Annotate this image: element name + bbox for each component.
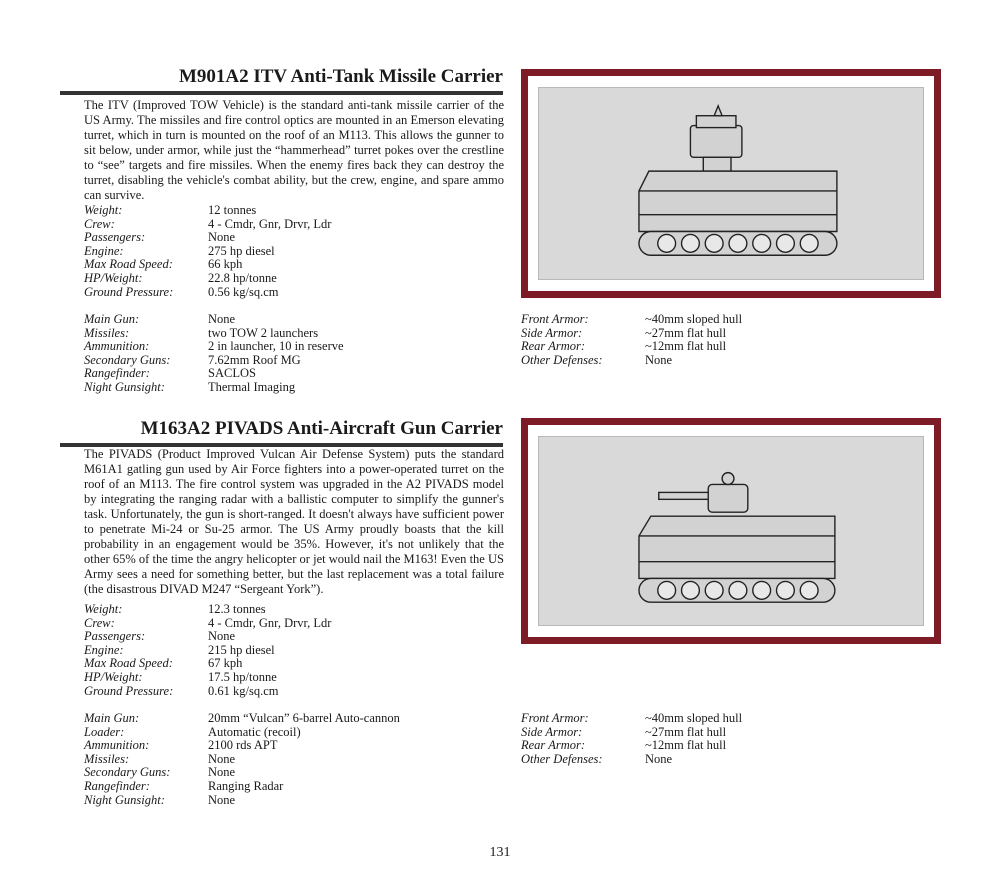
- spec-row: [84, 712, 400, 726]
- spec-value: 22.8 hp/tonne: [208, 270, 277, 285]
- spec-row: [84, 780, 400, 794]
- spec-list-general-m901a2: [84, 204, 331, 299]
- spec-value: 2100 rds APT: [208, 738, 278, 753]
- spec-value: 12 tonnes: [208, 203, 257, 217]
- section-title-m163a2: M163A2 PIVADS Anti-Aircraft Gun Carrier: [60, 418, 503, 447]
- spec-label: Other Defenses:: [521, 352, 603, 367]
- spec-row: [521, 313, 742, 327]
- spec-value: 12.3 tonnes: [208, 602, 266, 616]
- spec-row: [84, 327, 344, 341]
- spec-value: 4 - Cmdr, Gnr, Drvr, Ldr: [208, 615, 332, 630]
- spec-value: 275 hp diesel: [208, 243, 275, 258]
- spec-label: Side Armor:: [521, 724, 583, 739]
- spec-value: ~12mm flat hull: [645, 738, 727, 753]
- spec-row: [84, 657, 331, 671]
- spec-label: Main Gun:: [84, 312, 140, 326]
- spec-row: [84, 685, 331, 699]
- spec-row: [84, 313, 344, 327]
- spec-row: [521, 753, 742, 767]
- spec-row: [84, 630, 331, 644]
- spec-row: [84, 739, 400, 753]
- spec-label: Secondary Guns:: [84, 765, 171, 780]
- spec-label: HP/Weight:: [84, 669, 143, 684]
- spec-label: Engine:: [84, 642, 124, 657]
- spec-label: Rangefinder:: [84, 366, 150, 381]
- spec-label: Night Gunsight:: [84, 792, 165, 807]
- spec-label: Crew:: [84, 615, 115, 630]
- spec-label: Weight:: [84, 203, 123, 217]
- spec-row: [84, 753, 400, 767]
- spec-row: [84, 272, 331, 286]
- spec-label: Ground Pressure:: [84, 284, 174, 299]
- spec-value: two TOW 2 launchers: [208, 325, 319, 340]
- spec-row: [84, 354, 344, 368]
- spec-value: 66 kph: [208, 257, 243, 272]
- spec-row: [84, 340, 344, 354]
- vulcan-turret: [708, 484, 748, 512]
- spec-value: None: [645, 352, 673, 367]
- spec-label: Loader:: [84, 724, 125, 739]
- spec-row: [84, 766, 400, 780]
- spec-row: [84, 204, 331, 218]
- spec-label: Missiles:: [84, 325, 130, 340]
- spec-label: Crew:: [84, 216, 115, 231]
- spec-row: [84, 644, 331, 658]
- spec-row: [521, 354, 742, 368]
- m163a2-vehicle-drawing: [539, 437, 923, 625]
- spec-value: 2 in launcher, 10 in reserve: [208, 339, 344, 354]
- spec-label: Weight:: [84, 602, 123, 616]
- spec-row: [84, 617, 331, 631]
- spec-row: [521, 726, 742, 740]
- spec-list-weapons-m163a2: [84, 712, 400, 807]
- page-number: 131: [489, 845, 511, 860]
- spec-label: Passengers:: [84, 629, 146, 644]
- spec-label: Night Gunsight:: [84, 379, 165, 394]
- spec-label: Ground Pressure:: [84, 683, 174, 698]
- spec-value: Thermal Imaging: [208, 379, 296, 394]
- spec-row: [84, 245, 331, 259]
- spec-row: [521, 712, 742, 726]
- spec-list-general-m163a2: [84, 603, 331, 698]
- turret-sight: [714, 106, 722, 116]
- spec-row: [84, 231, 331, 245]
- spec-row: [84, 381, 344, 395]
- spec-value: None: [208, 751, 236, 766]
- spec-value: None: [208, 792, 236, 807]
- vehicle-illustration-frame-m163a2: [521, 418, 941, 644]
- spec-value: Automatic (recoil): [208, 724, 301, 739]
- turret-hammerhead: [696, 116, 736, 128]
- spec-label: Rangefinder:: [84, 778, 150, 793]
- spec-value: None: [208, 312, 236, 326]
- spec-row: [84, 726, 400, 740]
- spec-label: Rear Armor:: [521, 339, 586, 354]
- vehicle-illustration-frame-m901a2: [521, 69, 941, 298]
- spec-label: Max Road Speed:: [84, 656, 173, 671]
- hull: [639, 171, 837, 231]
- spec-row: [84, 218, 331, 232]
- spec-value: None: [645, 751, 673, 766]
- section-description-m163a2: The PIVADS (Product Improved Vulcan Air Defense System) puts the standard M61A1 gatling gun used by Air Force fighters into a power-operated turret on the roof of an M113. The fire control system was upgraded in the A2 PIVADS model by integrating the ranging radar with a ballistic computer to simplify the gunner's task. Unfortunately, the gun is short-ranged. It doesn't always have sufficient power to penetrate Mi-24 or Su-25 armor. The US Army proudly boasts that the kill probability in an engagement would be 35%. However, it's not unlikely that the other 65% of the time the angry helicopter or jet would nail the M163! Even the US Army sees a need for something better, but the last replacement was a total failure (the disastrous DIVAD M247 “Sergeant York”).: [84, 447, 504, 596]
- spec-label: Side Armor:: [521, 325, 583, 340]
- spec-row: [84, 286, 331, 300]
- spec-value: 17.5 hp/tonne: [208, 669, 277, 684]
- spec-value: 7.62mm Roof MG: [208, 352, 301, 367]
- spec-value: Ranging Radar: [208, 778, 284, 793]
- spec-row: [521, 739, 742, 753]
- spec-value: None: [208, 765, 236, 780]
- section-title-m901a2: M901A2 ITV Anti-Tank Missile Carrier: [60, 66, 503, 95]
- spec-value: 215 hp diesel: [208, 642, 275, 657]
- spec-row: [84, 258, 331, 272]
- spec-row: [84, 603, 331, 617]
- spec-label: Engine:: [84, 243, 124, 258]
- spec-value: ~27mm flat hull: [645, 325, 727, 340]
- spec-row: [84, 671, 331, 685]
- spec-label: Max Road Speed:: [84, 257, 173, 272]
- hull: [639, 516, 835, 578]
- spec-value: ~40mm sloped hull: [645, 711, 743, 725]
- section-description-m901a2: The ITV (Improved TOW Vehicle) is the standard anti-tank missile carrier of the US Army. The missiles and fire control optics are mounted in an Emerson elevating turret, which in turn is mounted on the roof of an M113. This allows the gunner to sit below, under armor, while just the “hammerhead” turret pokes over the crestline to “see” targets and fire missiles. When the enemy fires back they can destroy the turret, disabling the vehicle's combat ability, but the crew, engine, and spare ammo can survive.: [84, 98, 504, 202]
- spec-value: 0.61 kg/sq.cm: [208, 683, 279, 698]
- spec-row: [521, 327, 742, 341]
- spec-row: [521, 340, 742, 354]
- spec-label: Passengers:: [84, 230, 146, 245]
- turret-mount: [703, 157, 731, 171]
- spec-row: [84, 367, 344, 381]
- spec-label: Main Gun:: [84, 711, 140, 725]
- spec-value: 4 - Cmdr, Gnr, Drvr, Ldr: [208, 216, 332, 231]
- spec-value: 0.56 kg/sq.cm: [208, 284, 279, 299]
- spec-label: Ammunition:: [84, 339, 150, 354]
- spec-value: None: [208, 230, 236, 245]
- turret-body: [690, 126, 741, 158]
- spec-list-weapons-m901a2: [84, 313, 344, 395]
- spec-value: ~40mm sloped hull: [645, 312, 743, 326]
- spec-list-armor-m163a2: [521, 712, 742, 766]
- spec-value: ~27mm flat hull: [645, 724, 727, 739]
- spec-label: Other Defenses:: [521, 751, 603, 766]
- spec-label: Front Armor:: [521, 312, 589, 326]
- spec-label: HP/Weight:: [84, 270, 143, 285]
- spec-label: Ammunition:: [84, 738, 150, 753]
- spec-list-armor-m901a2: [521, 313, 742, 367]
- spec-value: 20mm “Vulcan” 6-barrel Auto-cannon: [208, 711, 400, 725]
- spec-value: 67 kph: [208, 656, 243, 671]
- spec-row: [84, 794, 400, 808]
- spec-value: ~12mm flat hull: [645, 339, 727, 354]
- gunner: [722, 473, 734, 485]
- spec-value: None: [208, 629, 236, 644]
- spec-label: Rear Armor:: [521, 738, 586, 753]
- spec-label: Missiles:: [84, 751, 130, 766]
- spec-label: Front Armor:: [521, 711, 589, 725]
- spec-label: Secondary Guns:: [84, 352, 171, 367]
- spec-value: SACLOS: [208, 366, 256, 381]
- m901a2-vehicle-drawing: [539, 88, 923, 279]
